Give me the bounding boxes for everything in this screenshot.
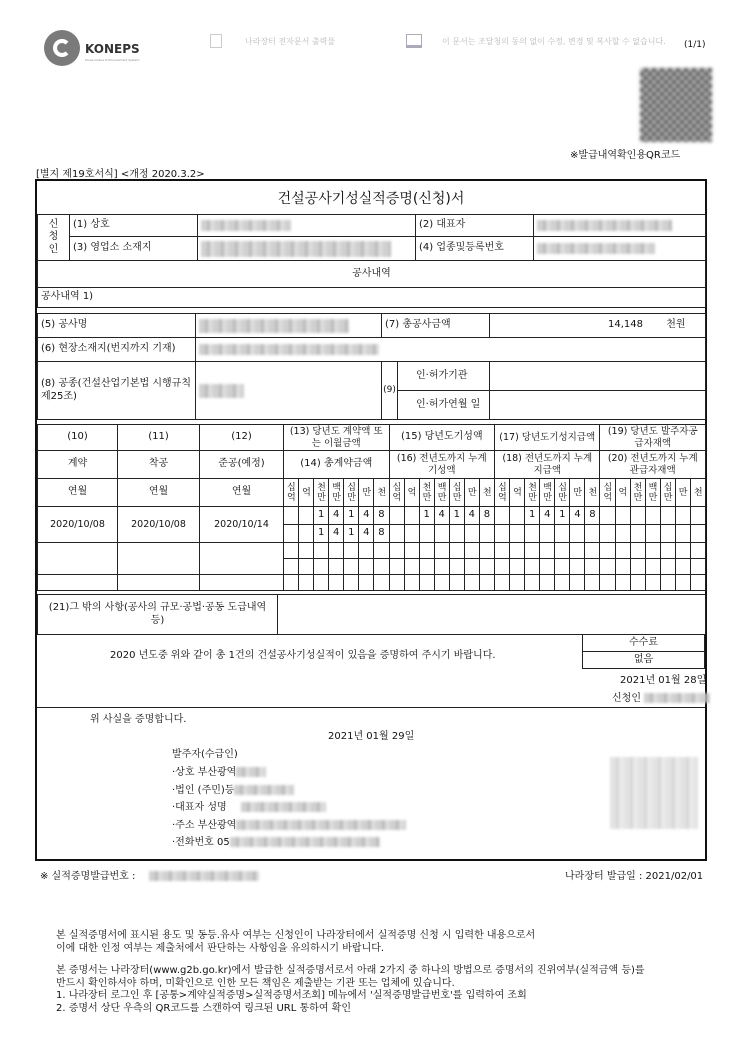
digit-cell bbox=[645, 507, 660, 525]
digit-cell bbox=[284, 543, 299, 559]
digit-cell bbox=[675, 507, 690, 525]
digit-cell bbox=[389, 543, 404, 559]
type-table bbox=[37, 361, 706, 420]
issuer-company bbox=[172, 763, 266, 778]
section-title: 공사내역 bbox=[38, 261, 706, 288]
logo-emblem-icon bbox=[44, 30, 80, 66]
digit-cell bbox=[434, 525, 449, 543]
col-11-sub: 연월 bbox=[118, 479, 200, 507]
digit-unit-label: 십억 bbox=[600, 479, 615, 507]
digit-cell bbox=[645, 575, 660, 591]
issue-number bbox=[40, 867, 259, 882]
digit-cell bbox=[449, 525, 464, 543]
digit-unit-label: 천 bbox=[479, 479, 494, 507]
reg-label: (4) 업종및등록번호 bbox=[416, 237, 534, 261]
digit-cell: 1 bbox=[344, 507, 359, 525]
digit-cell: 4 bbox=[329, 507, 344, 525]
qr-caption: ※발급내역확인용QR코드 bbox=[570, 150, 681, 161]
digit-cell bbox=[479, 559, 494, 575]
digit-cell bbox=[675, 543, 690, 559]
digit-cell: 1 bbox=[344, 525, 359, 543]
digit-cell bbox=[570, 559, 585, 575]
digit-cell: 1 bbox=[525, 507, 540, 525]
digit-cell bbox=[299, 543, 314, 559]
digit-cell bbox=[540, 559, 555, 575]
digit-cell bbox=[284, 575, 299, 591]
digit-cell bbox=[419, 559, 434, 575]
digit-unit-label: 백만 bbox=[645, 479, 660, 507]
digit-cell bbox=[389, 507, 404, 525]
digit-unit-label: 천만 bbox=[525, 479, 540, 507]
digit-cell bbox=[374, 559, 389, 575]
digit-cell bbox=[464, 575, 479, 591]
digit-unit-label: 만 bbox=[464, 479, 479, 507]
other-value bbox=[278, 595, 706, 635]
digit-cell bbox=[585, 543, 600, 559]
col-19-header: (19) 당년도 발주자공급자재액 bbox=[600, 425, 706, 451]
digit-cell bbox=[495, 507, 510, 525]
digit-unit-label: 십만 bbox=[660, 479, 675, 507]
digit-cell bbox=[585, 559, 600, 575]
digit-cell: 4 bbox=[570, 507, 585, 525]
digit-cell bbox=[510, 575, 525, 591]
digit-cell bbox=[645, 525, 660, 543]
digit-cell bbox=[419, 575, 434, 591]
digit-cell bbox=[675, 525, 690, 543]
digit-cell bbox=[329, 575, 344, 591]
digit-unit-label: 천만 bbox=[314, 479, 329, 507]
digit-cell bbox=[615, 543, 630, 559]
digit-cell bbox=[389, 559, 404, 575]
applicant-sign bbox=[612, 689, 710, 704]
digit-cell bbox=[314, 543, 329, 559]
official-seal bbox=[610, 757, 698, 829]
col-20-header: (20) 전년도까지 누계 관급자재액 bbox=[600, 451, 706, 479]
digit-cell bbox=[645, 543, 660, 559]
digit-cell: 4 bbox=[540, 507, 555, 525]
request-date: 2021년 01월 28일 bbox=[620, 675, 707, 686]
header-notice-center: 나라장터 전자문서 출력물 bbox=[245, 37, 336, 46]
digit-cell bbox=[615, 575, 630, 591]
digit-cell bbox=[404, 559, 419, 575]
digit-unit-label: 만 bbox=[359, 479, 374, 507]
digit-unit-label: 천 bbox=[585, 479, 600, 507]
issue-date: 나라장터 발급일 : 2021/02/01 bbox=[565, 871, 704, 882]
digit-cell bbox=[314, 559, 329, 575]
digit-cell bbox=[344, 575, 359, 591]
issuer-rep bbox=[172, 798, 326, 813]
date-start: 2020/10/08 bbox=[118, 507, 200, 543]
project-table bbox=[37, 313, 706, 362]
digit-cell bbox=[359, 543, 374, 559]
digit-cell bbox=[600, 507, 615, 525]
amount-value: 14,148 bbox=[608, 319, 643, 331]
digit-unit-label: 억 bbox=[404, 479, 419, 507]
issuer-corp bbox=[172, 781, 294, 796]
digit-cell bbox=[525, 543, 540, 559]
footer-note-2: 이에 대한 인정 여부는 제출처에서 판단하는 사항임을 유의하시기 바랍니다. bbox=[56, 942, 385, 954]
digit-cell: 1 bbox=[449, 507, 464, 525]
digit-cell bbox=[555, 543, 570, 559]
digit-cell bbox=[299, 575, 314, 591]
digit-cell bbox=[570, 525, 585, 543]
issuer-company-label: ·상호 부산광역 bbox=[172, 767, 237, 778]
col-14-header: (14) 총계약금액 bbox=[284, 451, 390, 479]
footer-note-4: 반드시 확인하셔야 하며, 미확인으로 인한 모든 책임은 제출받는 기관 또는 업체에 있습니다. bbox=[56, 977, 455, 989]
digit-cell bbox=[600, 559, 615, 575]
date-start bbox=[118, 575, 200, 591]
certify-text: 위 사실을 증명합니다. bbox=[90, 714, 187, 725]
digit-cell bbox=[419, 543, 434, 559]
digit-unit-label: 십억 bbox=[389, 479, 404, 507]
col-16-header: (16) 전년도까지 누계기성액 bbox=[389, 451, 495, 479]
digit-cell bbox=[555, 559, 570, 575]
digit-cell bbox=[284, 507, 299, 525]
col-12-num: (12) bbox=[200, 425, 284, 451]
applicant-side-label: 신청인 bbox=[38, 215, 70, 261]
digit-cell: 1 bbox=[314, 507, 329, 525]
applicant-sign-label: 신청인 bbox=[612, 693, 641, 704]
digit-cell: 1 bbox=[314, 525, 329, 543]
col-11-num: (11) bbox=[118, 425, 200, 451]
date-contract bbox=[38, 575, 118, 591]
issue-number-label: ※ 실적증명발급번호 : bbox=[40, 871, 136, 882]
table-row bbox=[38, 543, 706, 559]
site-label: (6) 현장소재지(번지까지 기재) bbox=[38, 338, 196, 362]
digit-cell bbox=[660, 525, 675, 543]
digit-unit-label: 억 bbox=[510, 479, 525, 507]
digit-unit-label: 천만 bbox=[630, 479, 645, 507]
office-value bbox=[198, 237, 416, 261]
digit-cell bbox=[495, 543, 510, 559]
digit-unit-label: 십만 bbox=[555, 479, 570, 507]
digit-unit-label: 십억 bbox=[284, 479, 299, 507]
col-10-num: (10) bbox=[38, 425, 118, 451]
digit-cell bbox=[299, 525, 314, 543]
company-label: (1) 상호 bbox=[70, 215, 198, 237]
digit-cell bbox=[690, 525, 705, 543]
digit-cell bbox=[660, 543, 675, 559]
issuer-tel-label: ·전화번호 05 bbox=[172, 837, 230, 848]
logo-subtext: Korea Online E-Procurement System bbox=[85, 58, 140, 62]
type-value bbox=[196, 362, 382, 420]
digit-cell: 1 bbox=[419, 507, 434, 525]
digit-cell bbox=[344, 543, 359, 559]
digit-cell bbox=[540, 543, 555, 559]
form-number: [별지 제19호서식] <개정 2020.3.2> bbox=[36, 169, 205, 180]
digit-unit-label: 천 bbox=[690, 479, 705, 507]
digit-cell bbox=[660, 559, 675, 575]
digit-cell bbox=[615, 525, 630, 543]
digit-cell bbox=[510, 507, 525, 525]
col-17-header: (17) 당년도기성지급액 bbox=[495, 425, 600, 451]
digit-cell bbox=[525, 525, 540, 543]
rep-label: (2) 대표자 bbox=[416, 215, 534, 237]
digit-cell: 4 bbox=[359, 507, 374, 525]
digit-cell bbox=[299, 559, 314, 575]
amount-cell bbox=[490, 314, 706, 338]
digit-cell bbox=[374, 575, 389, 591]
digit-cell bbox=[555, 525, 570, 543]
digit-cell bbox=[449, 543, 464, 559]
permit-agency-value bbox=[490, 362, 706, 391]
digit-cell bbox=[630, 543, 645, 559]
digit-cell bbox=[449, 559, 464, 575]
digit-cell bbox=[359, 575, 374, 591]
digit-cell bbox=[555, 575, 570, 591]
date-start bbox=[118, 543, 200, 575]
issuer-corp-label: ·법인 (주민)등 bbox=[172, 785, 235, 796]
digit-cell bbox=[404, 507, 419, 525]
digit-cell bbox=[510, 525, 525, 543]
digit-cell bbox=[600, 525, 615, 543]
digit-cell bbox=[434, 559, 449, 575]
digit-cell bbox=[690, 575, 705, 591]
digit-cell bbox=[600, 543, 615, 559]
digit-cell bbox=[314, 575, 329, 591]
table-row bbox=[38, 507, 706, 525]
digit-cell bbox=[495, 575, 510, 591]
sub-title: 공사내역 1) bbox=[38, 288, 706, 308]
footer-note-1: 본 실적증명서에 표시된 용도 및 동등.유사 여부는 신청인이 나라장터에서 실적증명 신청 시 입력한 내용으로서 bbox=[56, 930, 536, 941]
digit-cell bbox=[615, 559, 630, 575]
digit-cell: 8 bbox=[374, 525, 389, 543]
digit-cell bbox=[329, 559, 344, 575]
issuer-title: 발주자(수급인) bbox=[172, 749, 238, 760]
digit-cell bbox=[630, 559, 645, 575]
date-end: 2020/10/14 bbox=[200, 507, 284, 543]
digit-cell bbox=[359, 559, 374, 575]
project-name-value bbox=[196, 314, 382, 338]
issuer-rep-label: ·대표자 성명 bbox=[172, 802, 227, 813]
digit-cell bbox=[540, 575, 555, 591]
digit-cell bbox=[464, 543, 479, 559]
digit-cell bbox=[479, 525, 494, 543]
digit-unit-label: 백만 bbox=[434, 479, 449, 507]
col-11-label: 착공 bbox=[118, 451, 200, 479]
fee-table bbox=[582, 634, 705, 669]
digit-cell bbox=[495, 559, 510, 575]
printer-icon bbox=[406, 34, 422, 48]
digit-unit-label: 백만 bbox=[540, 479, 555, 507]
col-18-header: (18) 전년도까지 누계지급액 bbox=[495, 451, 600, 479]
digit-cell bbox=[675, 575, 690, 591]
request-text: 2020 년도중 위와 같이 총 1건의 건설공사기성실적이 있음을 증명하여 주시기 바랍니다. bbox=[110, 650, 496, 661]
digit-cell: 4 bbox=[329, 525, 344, 543]
digit-cell bbox=[419, 525, 434, 543]
digit-cell bbox=[570, 575, 585, 591]
digit-unit-label: 억 bbox=[299, 479, 314, 507]
digit-cell bbox=[510, 543, 525, 559]
digit-unit-label: 십만 bbox=[449, 479, 464, 507]
fee-label: 수수료 bbox=[583, 635, 705, 652]
digit-unit-label: 백만 bbox=[329, 479, 344, 507]
digit-cell: 4 bbox=[359, 525, 374, 543]
date-contract: 2020/10/08 bbox=[38, 507, 118, 543]
digit-cell: 4 bbox=[434, 507, 449, 525]
digit-cell bbox=[645, 559, 660, 575]
digit-unit-label: 억 bbox=[615, 479, 630, 507]
footer-note-5: 1. 나라장터 로그인 후 [공통>계약실적증명>실적증명서조회] 메뉴에서 '실적증명발급번호'를 입력하여 조회 bbox=[56, 990, 527, 1001]
amount-unit: 천원 bbox=[666, 319, 686, 331]
col-15-header: (15) 당년도기성액 bbox=[389, 425, 495, 451]
footer-note-3: 본 증명서는 나라장터(www.g2b.go.kr)에서 발급한 실적증명서로서 아래 2가지 중 하나의 방법으로 증명서의 진위여부(실적금액 등)를 bbox=[56, 965, 645, 976]
permit-date-value bbox=[490, 391, 706, 420]
digit-cell bbox=[344, 559, 359, 575]
digit-unit-label: 십억 bbox=[495, 479, 510, 507]
other-table bbox=[37, 594, 706, 635]
col-12-sub: 연월 bbox=[200, 479, 284, 507]
rep-value bbox=[534, 215, 706, 237]
digit-cell bbox=[299, 507, 314, 525]
cert-date: 2021년 01월 29일 bbox=[328, 731, 415, 742]
amount-label: (7) 총공사금액 bbox=[382, 314, 490, 338]
footer-notes bbox=[56, 930, 645, 1015]
digit-cell bbox=[479, 575, 494, 591]
digit-cell bbox=[630, 575, 645, 591]
digit-cell bbox=[525, 575, 540, 591]
date-end bbox=[200, 575, 284, 591]
digit-cell bbox=[660, 507, 675, 525]
digit-cell bbox=[690, 559, 705, 575]
koneps-logo bbox=[44, 28, 144, 68]
other-label: (21)그 밖의 사항(공사의 규모·공법·공동 도급내역 등) bbox=[38, 595, 278, 635]
doc-icon bbox=[210, 34, 222, 48]
page-count: (1/1) bbox=[684, 40, 706, 50]
project-name-label: (5) 공사명 bbox=[38, 314, 196, 338]
digit-cell bbox=[404, 575, 419, 591]
permit-num: (9) bbox=[382, 362, 398, 420]
col-10-sub: 연월 bbox=[38, 479, 118, 507]
digit-cell bbox=[570, 543, 585, 559]
digit-cell bbox=[675, 559, 690, 575]
digit-cell bbox=[464, 559, 479, 575]
digit-cell bbox=[374, 543, 389, 559]
reg-value bbox=[534, 237, 706, 261]
company-value bbox=[198, 215, 416, 237]
digit-cell bbox=[434, 543, 449, 559]
digit-unit-label: 만 bbox=[570, 479, 585, 507]
date-contract bbox=[38, 543, 118, 575]
digit-cell bbox=[389, 575, 404, 591]
digit-cell bbox=[600, 575, 615, 591]
logo-text: KONEPS bbox=[85, 42, 140, 56]
digit-cell: 8 bbox=[585, 507, 600, 525]
digit-cell bbox=[690, 543, 705, 559]
digit-cell: 4 bbox=[464, 507, 479, 525]
digit-cell bbox=[630, 525, 645, 543]
digit-cell bbox=[585, 575, 600, 591]
amounts-table bbox=[37, 424, 706, 591]
digit-cell bbox=[389, 525, 404, 543]
digit-cell bbox=[525, 559, 540, 575]
digit-cell bbox=[404, 543, 419, 559]
qr-code bbox=[640, 68, 712, 142]
permit-agency-label: 인·허가기관 bbox=[398, 362, 490, 391]
issuer-addr bbox=[172, 816, 406, 831]
digit-cell: 8 bbox=[479, 507, 494, 525]
digit-cell bbox=[510, 559, 525, 575]
digit-cell bbox=[479, 543, 494, 559]
digit-cell: 8 bbox=[374, 507, 389, 525]
digit-unit-label: 만 bbox=[675, 479, 690, 507]
footer-note-6: 2. 증명서 상단 우측의 QR코드를 스캔하여 링크된 URL 통하여 확인 bbox=[56, 1002, 351, 1014]
digit-unit-label: 천만 bbox=[419, 479, 434, 507]
issuer-addr-label: ·주소 부산광역 bbox=[172, 820, 237, 831]
permit-date-label: 인·허가연월 일 bbox=[398, 391, 490, 420]
digit-unit-label: 십만 bbox=[344, 479, 359, 507]
digit-cell bbox=[495, 525, 510, 543]
table-row bbox=[38, 575, 706, 591]
digit-cell: 1 bbox=[555, 507, 570, 525]
digit-cell bbox=[660, 575, 675, 591]
digit-cell bbox=[690, 507, 705, 525]
issuer-tel bbox=[172, 833, 380, 848]
col-13-header: (13) 당년도 계약액 또는 이월금액 bbox=[284, 425, 390, 451]
office-label: (3) 영업소 소재지 bbox=[70, 237, 198, 261]
digit-cell bbox=[434, 575, 449, 591]
digit-cell bbox=[329, 543, 344, 559]
digit-cell bbox=[284, 559, 299, 575]
digit-cell bbox=[449, 575, 464, 591]
applicant-table bbox=[37, 214, 706, 308]
digit-cell bbox=[630, 507, 645, 525]
site-value bbox=[196, 338, 706, 362]
col-12-label: 준공(예정) bbox=[200, 451, 284, 479]
type-label: (8) 공종(건설산업기본법 시행규칙 제25조) bbox=[38, 362, 196, 420]
col-10-label: 계약 bbox=[38, 451, 118, 479]
form-title: 건설공사기성실적증명(신청)서 bbox=[277, 191, 465, 207]
digit-unit-label: 천 bbox=[374, 479, 389, 507]
date-end bbox=[200, 543, 284, 575]
header-notice-right: 이 문서는 조달청의 동의 없이 수정, 변경 및 복사할 수 없습니다. bbox=[442, 37, 666, 46]
digit-cell bbox=[615, 507, 630, 525]
digit-cell bbox=[464, 525, 479, 543]
digit-cell bbox=[404, 525, 419, 543]
digit-cell bbox=[585, 525, 600, 543]
digit-cell bbox=[540, 525, 555, 543]
fee-value: 없음 bbox=[583, 652, 705, 669]
digit-cell bbox=[284, 525, 299, 543]
